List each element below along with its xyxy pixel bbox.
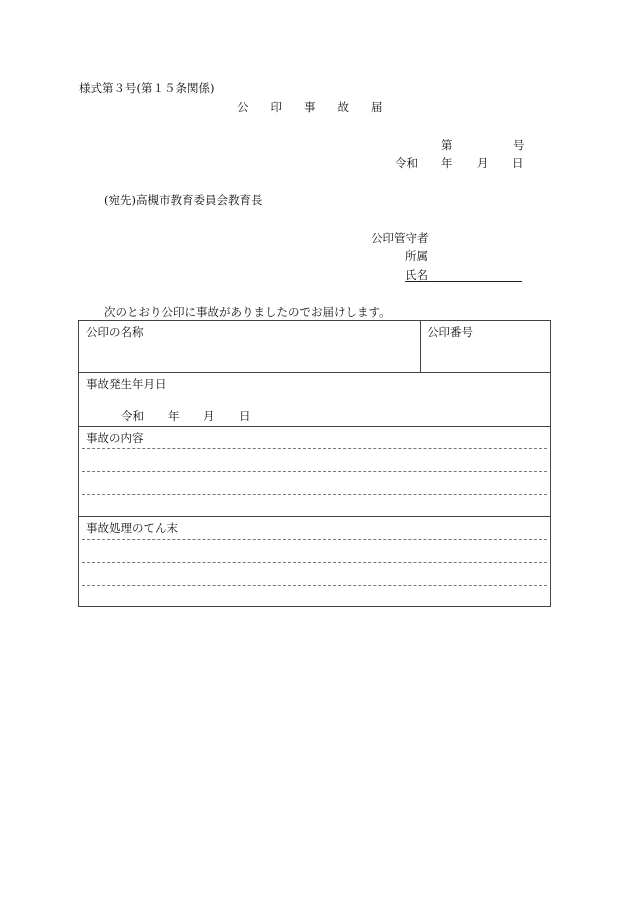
incident-date-month: 月 (203, 409, 215, 423)
addressee: (宛先)高槻市教育委員会教育長 (104, 193, 263, 207)
handling-label: 事故処理のてん末 (86, 521, 178, 535)
name-signature-line[interactable] (405, 281, 522, 282)
incident-form-table (78, 320, 551, 607)
title-char: 届 (371, 100, 383, 114)
date-day: 日 (512, 156, 524, 170)
title-char: 公 (237, 100, 249, 114)
doc-number-suffix: 号 (513, 138, 525, 152)
details-dotted-line (82, 471, 547, 472)
name-label: 氏名 (405, 268, 428, 282)
notice-text: 次のとおり公印に事故がありましたのでお届けします。 (104, 305, 391, 319)
handling-dotted-line (82, 539, 547, 540)
column-divider (420, 321, 421, 372)
incident-details-label: 事故の内容 (86, 431, 144, 445)
affiliation-label: 所属 (405, 249, 428, 263)
incident-date-label: 事故発生年月日 (86, 377, 167, 391)
details-dotted-line (82, 448, 547, 449)
title-char: 事 (304, 100, 316, 114)
custodian-label: 公印管守者 (371, 231, 429, 245)
incident-date-era: 令和 (121, 409, 144, 423)
incident-date-year: 年 (168, 409, 180, 423)
date-year: 年 (441, 156, 453, 170)
seal-info-row (79, 321, 550, 373)
handling-dotted-line (82, 562, 547, 563)
document-title (237, 100, 405, 114)
handling-dotted-line (82, 585, 547, 586)
details-dotted-line (82, 494, 547, 495)
seal-name-label: 公印の名称 (86, 325, 144, 339)
incident-date-day: 日 (239, 409, 251, 423)
form-number: 様式第３号(第１５条関係) (79, 81, 215, 95)
incident-date-row (79, 373, 550, 427)
date-era: 令和 (395, 156, 418, 170)
date-month: 月 (477, 156, 489, 170)
seal-number-label: 公印番号 (427, 325, 473, 339)
doc-number-prefix: 第 (441, 138, 453, 152)
document-number (441, 138, 525, 152)
incident-details-row (79, 427, 550, 517)
title-char: 印 (270, 100, 282, 114)
handling-row (79, 517, 550, 607)
title-char: 故 (337, 100, 349, 114)
